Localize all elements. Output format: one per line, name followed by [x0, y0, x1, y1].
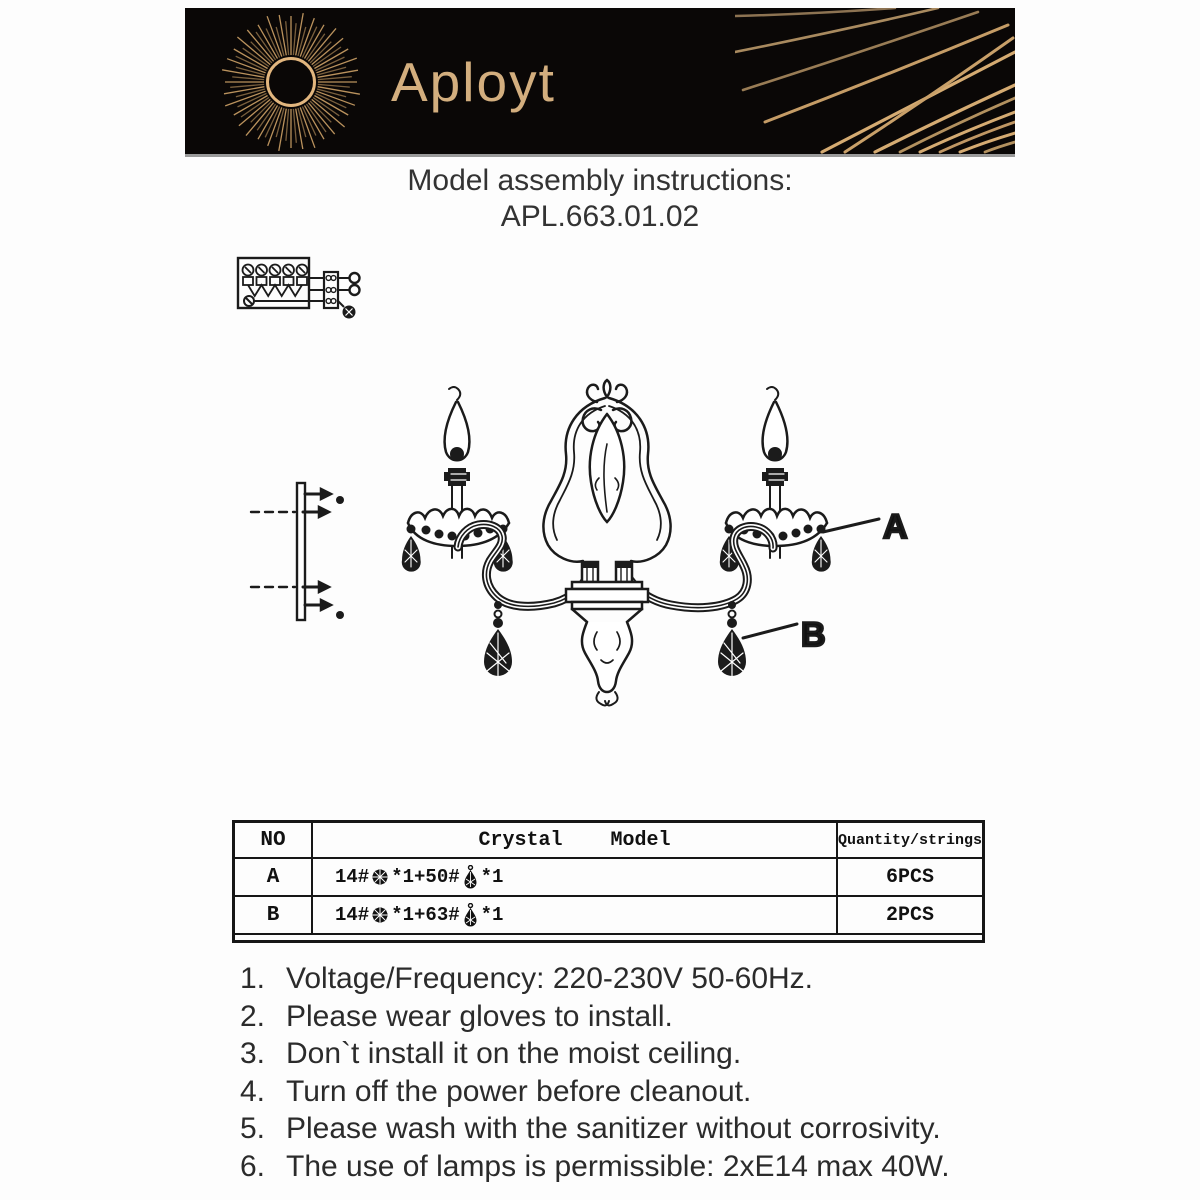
- mounting-bracket-side-view: [251, 483, 344, 620]
- item-text: Voltage/Frequency: 220-230V 50-60Hz.: [286, 962, 814, 995]
- item-text: Please wear gloves to install.: [286, 999, 673, 1033]
- terminal-screws: [243, 265, 308, 286]
- wiring-diagram: [232, 252, 372, 324]
- list-item: [240, 960, 1020, 998]
- spec-text: *1: [480, 904, 504, 926]
- item-number: 6.: [240, 1149, 266, 1183]
- spec-text: *1+63#: [391, 904, 460, 926]
- list-item: [240, 1148, 1020, 1186]
- octagon-crystal-icon: [371, 868, 389, 886]
- pendant-left: [484, 601, 512, 681]
- item-number: 4.: [240, 1074, 266, 1108]
- crystal-parts-table: [232, 820, 985, 943]
- item-text: Please wash with the sanitizer without corrosivity.: [286, 1112, 941, 1145]
- canopy-and-vase: [566, 562, 648, 705]
- model-number: APL.663.01.02: [500, 200, 700, 233]
- table-header-row: [235, 823, 982, 859]
- teardrop-crystal-icon: [462, 903, 479, 928]
- col-header-quantity: Quantity/strings: [838, 823, 982, 859]
- table-row: [235, 897, 982, 935]
- connector-screws: [326, 276, 336, 304]
- spec-text: *1: [480, 866, 504, 888]
- item-text: Don`t install it on the moist ceiling.: [286, 1037, 742, 1070]
- item-number: 5.: [240, 1112, 266, 1145]
- item-text: The use of lamps is permissible: 2xE14 max 40W.: [286, 1149, 950, 1183]
- list-item: [240, 1035, 1020, 1073]
- item-number: 2.: [240, 999, 266, 1033]
- teardrop-crystal-icon: [462, 865, 479, 890]
- item-number: 3.: [240, 1037, 266, 1070]
- spec-text: 14#: [335, 866, 370, 888]
- row-b-quantity: 2PCS: [838, 897, 982, 935]
- rays-decoration-icon: [735, 8, 1015, 154]
- label-a: A: [883, 508, 908, 546]
- label-b: B: [801, 616, 826, 654]
- row-a-no: A: [235, 859, 313, 897]
- spec-text: *1+50#: [391, 866, 460, 888]
- item-text: Turn off the power before cleanout.: [286, 1074, 752, 1108]
- spec-text: 14#: [335, 904, 370, 926]
- instruction-list: [240, 960, 1020, 1185]
- row-a-quantity: 6PCS: [838, 859, 982, 897]
- starburst-logo-icon: [220, 10, 362, 152]
- sconce-line-drawing: [245, 370, 915, 715]
- callout-a: [823, 508, 908, 546]
- octagon-crystal-icon: [371, 906, 389, 924]
- row-b-spec: [313, 897, 838, 935]
- row-a-spec: [313, 859, 838, 897]
- ground-terminal: [344, 307, 355, 318]
- page-title: Model assembly instructions:: [407, 164, 793, 197]
- col-header-model: Crystal Model: [313, 823, 838, 859]
- central-ornament: [543, 380, 670, 562]
- table-row: [235, 859, 982, 897]
- list-item: [240, 1073, 1020, 1111]
- title-block: [0, 163, 1200, 235]
- list-item: [240, 1110, 1020, 1148]
- brand-banner: [185, 8, 1015, 157]
- brand-name: Aployt: [391, 51, 556, 113]
- earth-screw: [244, 296, 254, 306]
- item-number: 1.: [240, 962, 266, 995]
- list-item: [240, 998, 1020, 1036]
- row-b-no: B: [235, 897, 313, 935]
- col-header-no: NO: [235, 823, 313, 859]
- pendant-right: [718, 601, 746, 681]
- callout-b: [743, 616, 826, 654]
